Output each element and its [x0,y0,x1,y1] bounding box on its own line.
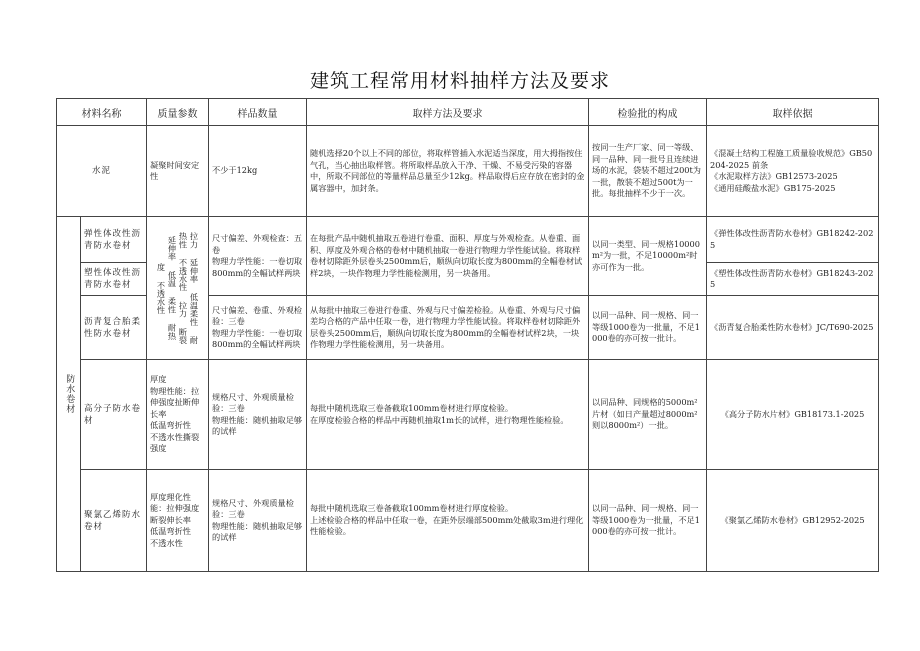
composite-name: 沥青复合胎柔性防水卷材 [81,296,147,360]
pvc-batch: 以同一品种、同一规格、同一等级1000卷为一批量，不足1000卷的亦可按一批计。 [589,470,707,572]
membrane-params [147,217,209,360]
header-quality-params: 质量参数 [147,99,209,126]
composite-quantity: 尺寸偏差、卷重、外观检验：三卷 物理力学性能：一卷切取800mm的全幅试样两块 [209,296,307,360]
sbs-name: 弹性体改性沥青防水卷材 [81,217,147,263]
cement-name: 水泥 [57,126,147,217]
polymer-quantity: 规格尺寸、外观质量检验：三卷 物理性能：随机抽取足够的试样 [209,360,307,470]
polymer-name: 高分子防水卷材 [81,360,147,470]
app-basis: 《塑性体改性沥青防水卷材》GB18243-2025 [707,263,879,296]
cement-quantity: 不少于12kg [209,126,307,217]
table-row-polymer [57,360,879,470]
polymer-method: 每批中随机选取三卷备截取100mm卷材进行厚度检验。 在厚度检验合格的样品中再随机抽取1m长的试样，进行物理性能检验。 [307,360,589,470]
waterproof-category [57,217,81,572]
waterproof-category-label: 防水卷材 [64,374,75,414]
header-material-name: 材料名称 [57,99,147,126]
membrane-params-text: 拉力 延伸率 低温柔性 耐热性 不透水性 拉力 断裂延伸率 低温 柔性 耐热 度 不透水性 [156,232,200,344]
cement-batch: 按同一生产厂家、同一等级、同一品种、同一批号且连续进场的水泥，袋装不超过200t为一批，散装不超过500t为一批。每批抽样不少于一次。 [589,126,707,217]
sbs-method: 在每批产品中随机抽取五卷进行卷重、面积、厚度与外观检查。从卷重、面积、厚度及外观合格的卷材中随机抽取一卷进行物理力学性能试验。将取样卷材切除距外层卷头2500mm后，顺纵向切取长度为800mm的全幅卷材试样2块，一块作物理力学性能检测用，另一块备用。 [307,217,589,296]
header-batch-composition: 检验批的构成 [589,99,707,126]
app-name: 塑性体改性沥青防水卷材 [81,263,147,296]
header-sampling-basis: 取样依据 [707,99,879,126]
pvc-quantity: 规格尺寸、外观质量检验：三卷 物理性能：随机抽取足够的试样 [209,470,307,572]
composite-method: 从每批中抽取三卷进行卷重、外观与尺寸偏差检验。从卷重、外观与尺寸偏差均合格的产品中任取一卷，进行物理力学性能试验。将取样卷材切除距外层卷头2500mm后，顺纵向切取长度为800mm的全幅卷材试样2块，一块作物理力学性能检测用，另一块备用。 [307,296,589,360]
table-row-sbs [57,217,879,263]
header-row [57,99,879,126]
page-title: 建筑工程常用材料抽样方法及要求 [309,70,610,92]
table-row-cement [57,126,879,217]
cement-basis: 《混凝土结构工程施工质量验收规范》GB50204-2025 前条 《水泥取样方法》GB12573-2025 《通用硅酸盐水泥》GB175-2025 [707,126,879,217]
header-sampling-method: 取样方法及要求 [307,99,589,126]
pvc-basis: 《聚氯乙烯防水卷材》GB12952-2025 [707,470,879,572]
sbs-batch: 以同一类型、同一规格10000m²为一批，不足10000m²时亦可作为一批。 [589,217,707,296]
header-sample-quantity: 样品数量 [209,99,307,126]
sampling-table [56,98,879,572]
composite-basis: 《沥青复合胎柔性防水卷材》JC/T690-2025 [707,296,879,360]
cement-method: 随机选择20个以上不同的部位，将取样管插入水泥适当深度，用大拇指按住气孔，当心抽出取样管。将所取样品放入干净、干燥、不易受污染的容器中，所取不同部位的等量样品总量至少12kg。样品取得后应存放在密封的金属容器中，加封条。 [307,126,589,217]
composite-batch: 以同一品种、同一规格、同一等级1000卷为一批量，不足1000卷的亦可按一批计。 [589,296,707,360]
polymer-basis: 《高分子防水片材》GB18173.1-2025 [707,360,879,470]
cement-params: 凝聚时间安定性 [147,126,209,217]
pvc-params: 厚度理化性能：拉伸强度断裂伸长率 低温弯折性 不透水性 [147,470,209,572]
polymer-params: 厚度 物理性能：拉伸强度扯断伸长率 低温弯折性 不透水性撕裂强度 [147,360,209,470]
sbs-basis: 《弹性体改性沥青防水卷材》GB18242-2025 [707,217,879,263]
table-row-pvc [57,470,879,572]
polymer-batch: 以同品种、同规格的5000m²片材（如日产量超过8000m²则以8000m²）一批。 [589,360,707,470]
sbs-quantity: 尺寸偏差、外观检查：五卷 物理力学性能：一卷切取800mm的全幅试样两块 [209,217,307,296]
pvc-name: 聚氯乙烯防水卷材 [81,470,147,572]
pvc-method: 每批中随机选取三卷备截取100mm卷材进行厚度检验。 上述检验合格的样品中任取一卷，在距外层端部500mm处截取3m进行理化性能检验。 [307,470,589,572]
